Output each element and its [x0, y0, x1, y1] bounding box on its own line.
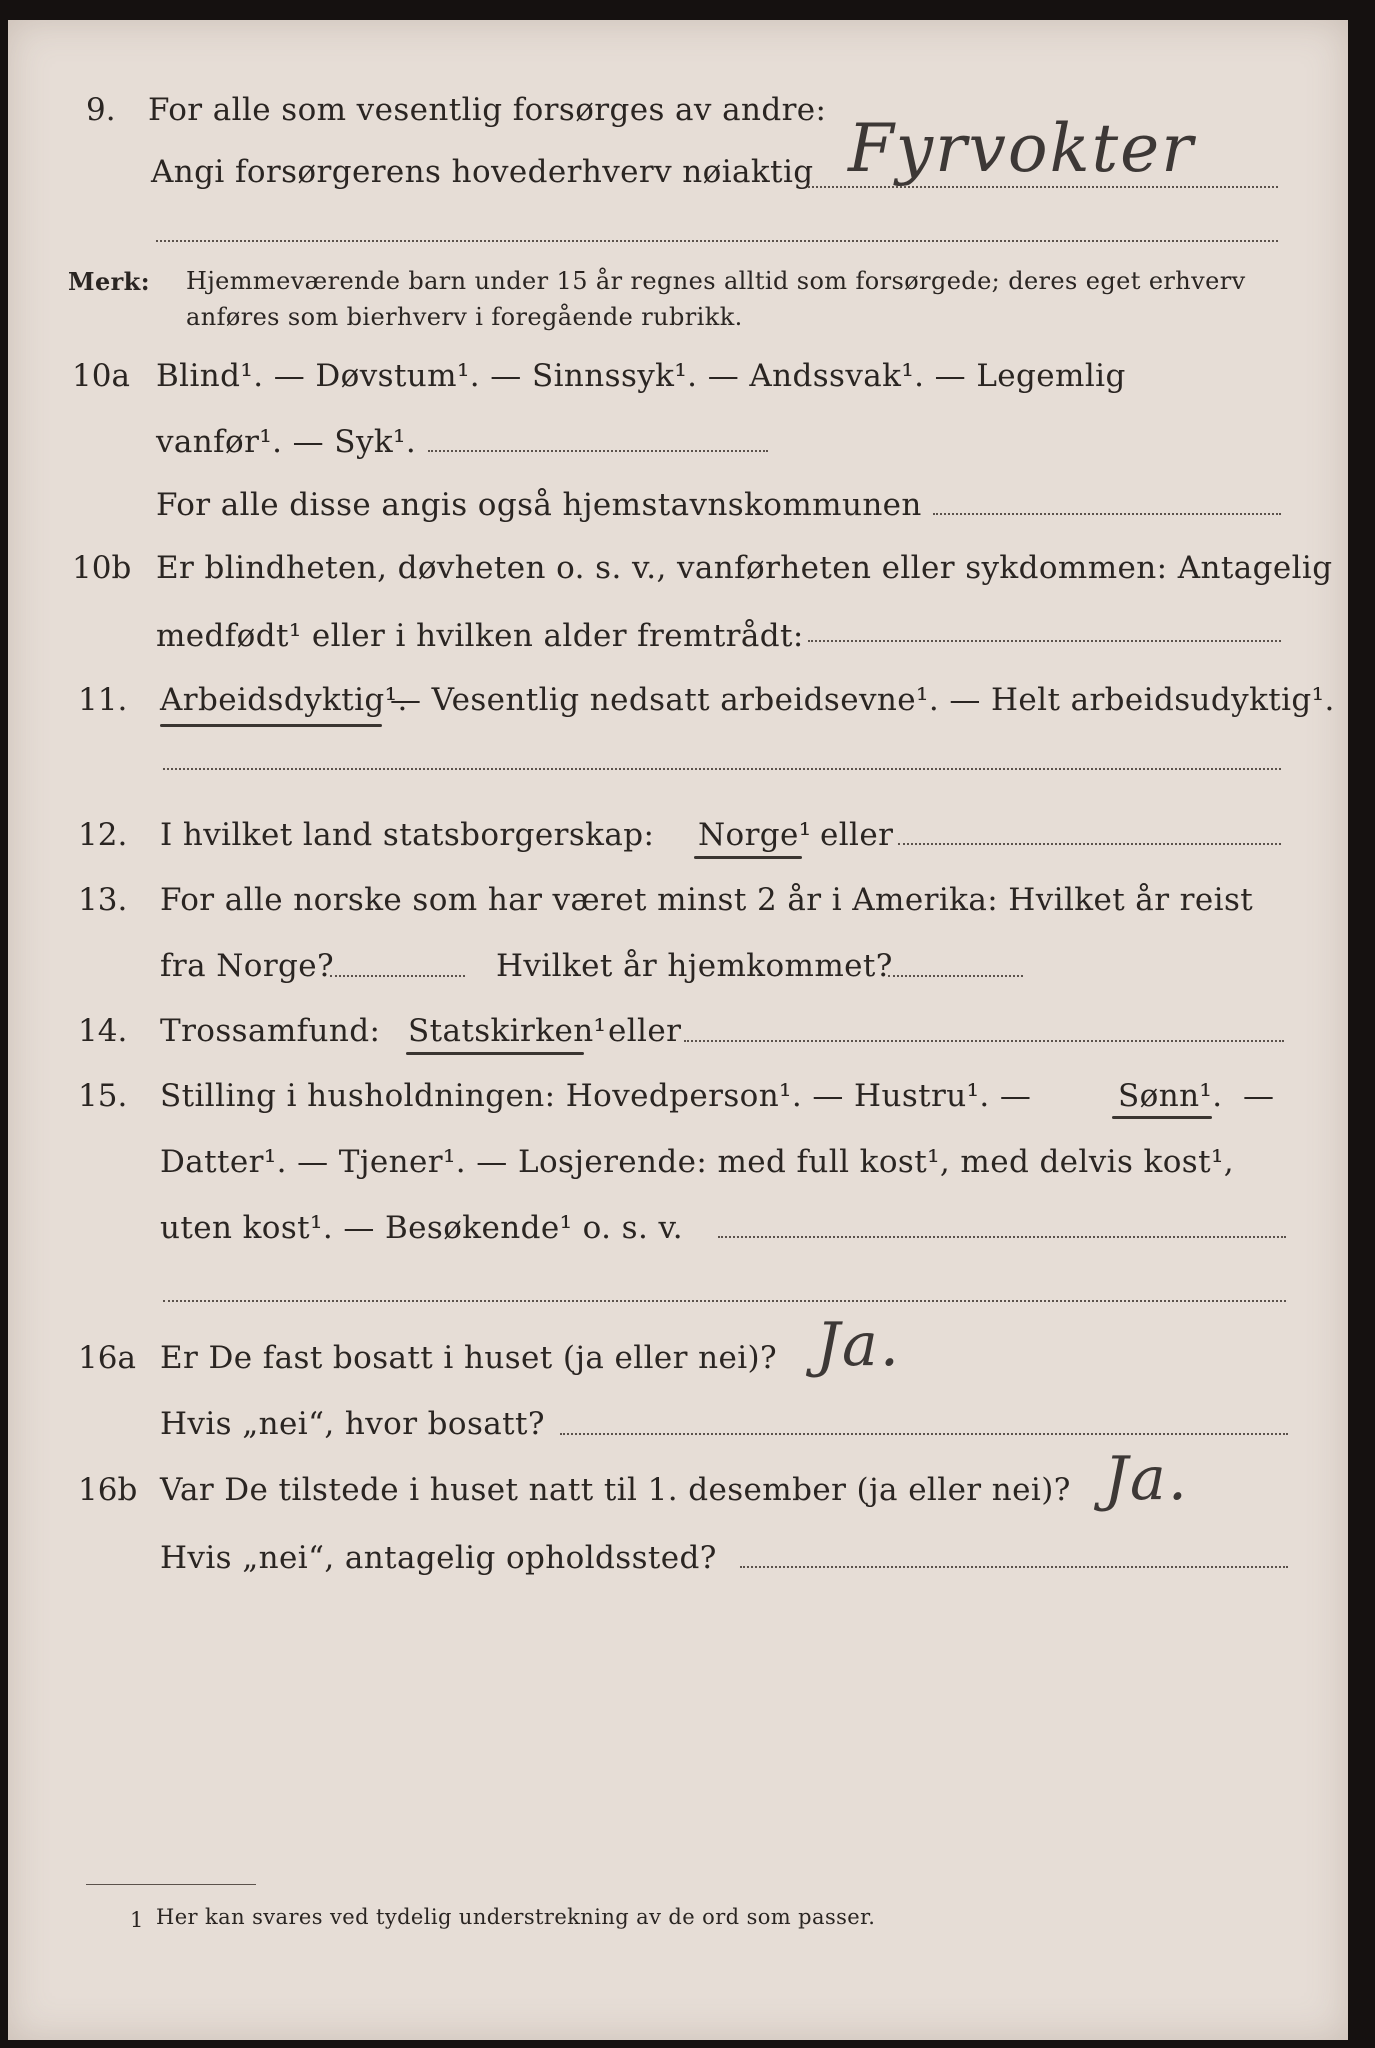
q15-line1a: Stilling i husholdningen: Hovedperson¹. — Hustru¹. — [160, 1078, 1032, 1114]
footnote-text: Her kan svares ved tydelig understrekning av de ord som passer. [156, 1905, 876, 1929]
q10b-line1: Er blindheten, døvheten o. s. v., vanførheten eller sykdommen: Antagelig [156, 550, 1333, 586]
q13-year-returned-fill [888, 975, 1023, 977]
q14-tail: eller [608, 1013, 682, 1049]
q10a-line3: For alle disse angis også hjemstavnskommunen [156, 487, 922, 523]
q15-underline [1112, 1116, 1212, 1119]
q12-fill [898, 843, 1281, 845]
q11-rest: — Vesentlig nedsatt arbeidsevne¹. — Helt arbeidsudyktig¹. [390, 682, 1335, 718]
q14-underline [406, 1052, 584, 1055]
q15-option-sonn: Sønn¹. [1118, 1078, 1223, 1114]
q14-option-statskirken: Statskirken¹ [408, 1013, 607, 1049]
q16a-number: 16a [78, 1340, 136, 1376]
footnote-rule [86, 1884, 256, 1885]
q16a-line2: Hvis „nei“, hvor bosatt? [160, 1406, 545, 1442]
q15-number: 15. [78, 1078, 128, 1114]
q16b-fill [740, 1566, 1288, 1568]
q13-line2a: fra Norge? [160, 948, 335, 984]
q12-tail: eller [820, 817, 894, 853]
q12-text: I hvilket land statsborgerskap: [160, 817, 655, 853]
q10a-line2-fill [428, 450, 768, 452]
q9-line2: Angi forsørgerens hovederhverv nøiaktig [151, 154, 814, 190]
footnote-mark: 1 [130, 1908, 144, 1932]
q11-number: 11. [78, 682, 128, 718]
q12-underline [694, 856, 802, 859]
q9-handwritten-answer: Fyrvokter [848, 110, 1195, 187]
q9-line1: For alle som vesentlig forsørges av andre: [148, 92, 827, 128]
q15-line3: uten kost¹. — Besøkende¹ o. s. v. [160, 1210, 683, 1246]
q13-line2b: Hvilket år hjemkommet? [496, 948, 893, 984]
merk-line1: Hjemmeværende barn under 15 år regnes alltid som forsørgede; deres eget erhverv [186, 267, 1246, 295]
q11-underline [160, 724, 382, 727]
q16b-line1: Var De tilstede i huset natt til 1. desember (ja eller nei)? [160, 1472, 1071, 1508]
q16b-handwritten-answer: Ja. [1104, 1444, 1189, 1514]
q10a-line1: Blind¹. — Døvstum¹. — Sinnssyk¹. — Andssvak¹. — Legemlig [156, 358, 1126, 394]
q14-text: Trossamfund: [160, 1013, 381, 1049]
q16a-line1: Er De fast bosatt i huset (ja eller nei)? [160, 1340, 778, 1376]
q16a-handwritten-answer: Ja. [816, 1310, 901, 1380]
q10a-line2: vanfør¹. — Syk¹. [156, 424, 417, 460]
q13-number: 13. [78, 882, 128, 918]
q10a-line3-fill [933, 513, 1281, 515]
q9-extra-line [156, 240, 1278, 242]
q14-fill [684, 1040, 1284, 1042]
q15-line2: Datter¹. — Tjener¹. — Losjerende: med full kost¹, med delvis kost¹, [160, 1144, 1235, 1180]
q9-number: 9. [86, 92, 116, 128]
q12-option-norge: Norge¹ [698, 817, 812, 853]
q11-fill [163, 768, 1281, 770]
q10b-number: 10b [72, 550, 132, 586]
q11-option-arbeidsdyktig: Arbeidsdyktig¹. [160, 682, 408, 718]
q13-line1: For alle norske som har været minst 2 år i Amerika: Hvilket år reist [160, 882, 1254, 918]
q13-year-left-fill [330, 975, 465, 977]
merk-label: Merk: [68, 267, 150, 296]
q14-number: 14. [78, 1013, 128, 1049]
q10b-line2: medfødt¹ eller i hvilken alder fremtrådt: [156, 618, 804, 654]
q10a-number: 10a [72, 358, 130, 394]
q15-extra-fill [163, 1300, 1286, 1302]
q10b-line2-fill [808, 640, 1281, 642]
q15-line1b: — [1243, 1078, 1275, 1114]
q16b-line2: Hvis „nei“, antagelig opholdssted? [160, 1540, 717, 1576]
census-form-page [8, 20, 1348, 2040]
q15-line3-fill [718, 1236, 1286, 1238]
merk-line2: anføres som bierhverv i foregående rubrikk. [186, 303, 743, 331]
q12-number: 12. [78, 817, 128, 853]
q16a-fill [560, 1433, 1288, 1435]
q16b-number: 16b [78, 1472, 138, 1508]
